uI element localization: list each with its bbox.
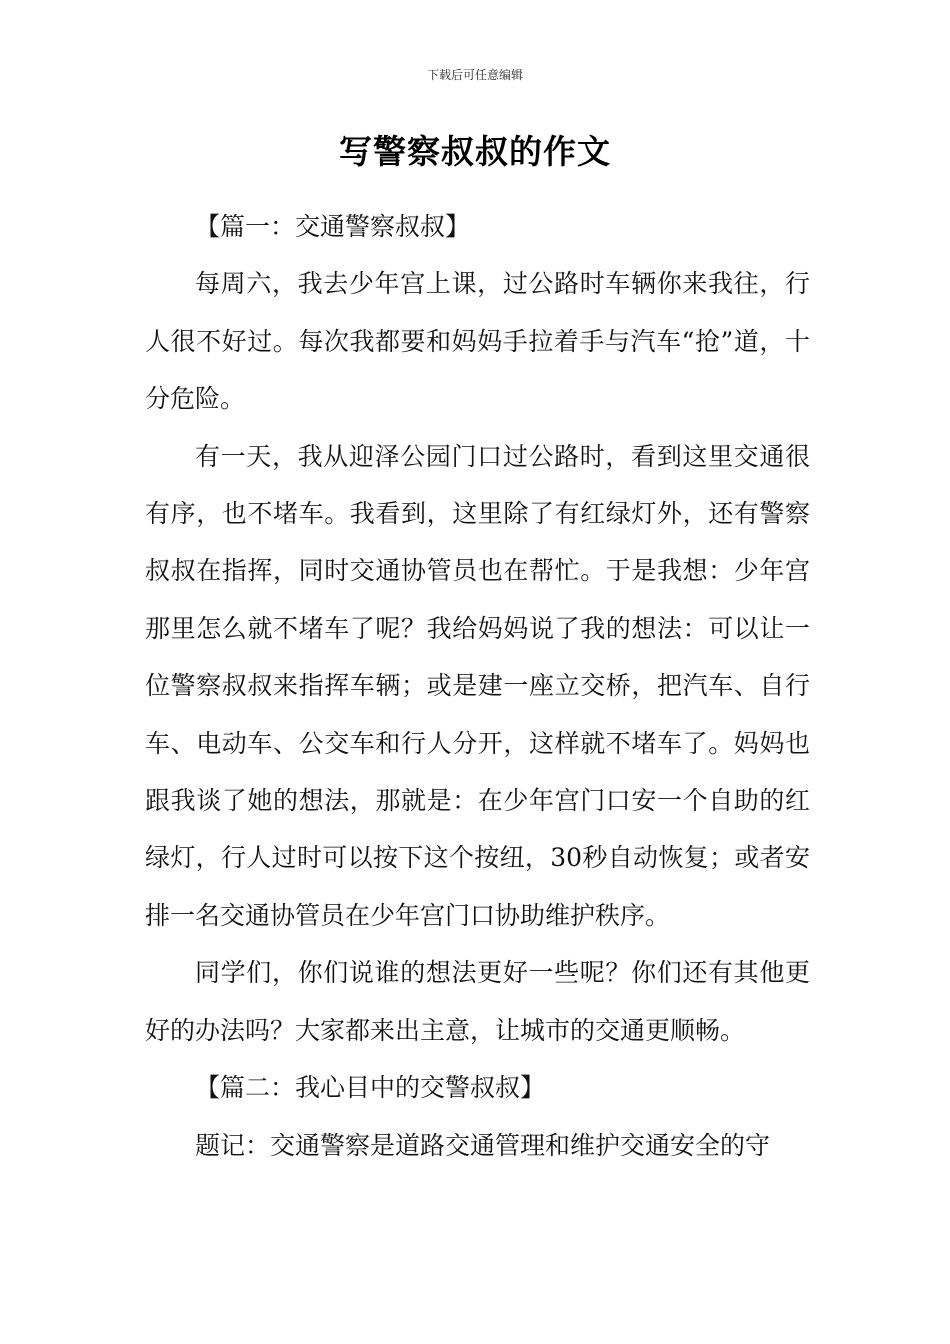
paragraph: 每周六，我去少年宫上课，过公路时车辆你来我往，行人很不好过。每次我都要和妈妈手拉着手与汽车“抢”道，十分危险。 [145, 269, 810, 414]
paragraph: 有一天，我从迎泽公园门口过公路时，看到这里交通很有序，也不堵车。我看到，这里除了有红绿灯外，还有警察叔叔在指挥，同时交通协管员也在帮忙。于是我想：少年宫那里怎么就不堵车了呢？我给妈妈说了我的想法：可以让一位警察叔叔来指挥车辆；或是建一座立交桥，把汽车、自行车、电动车、公交车和行人分开，这样就不堵车了。妈妈也跟我谈了她的想法，那就是：在少年宫门口安一个自助的红绿灯，行人过时可以按下这个按纽，30秒自动恢复；或者安排一名交通协管员在少年宫门口协助维护秩序。 [145, 441, 810, 930]
section-heading-2: 【篇二：我心目中的交警叔叔】 [195, 1073, 546, 1103]
document-body [145, 198, 810, 1174]
document-title: 写警察叔叔的作文 [339, 132, 611, 171]
paragraph: 题记：交通警察是道路交通管理和维护交通安全的守 [195, 1130, 771, 1160]
header-note: 下载后可任意编辑 [426, 68, 523, 82]
section-heading-1: 【篇一：交通警察叔叔】 [195, 212, 471, 241]
paragraph: 同学们，你们说谁的想法更好一些呢？你们还有其他更好的办法吗？大家都来出主意，让城市的交通更顺畅。 [145, 958, 810, 1045]
